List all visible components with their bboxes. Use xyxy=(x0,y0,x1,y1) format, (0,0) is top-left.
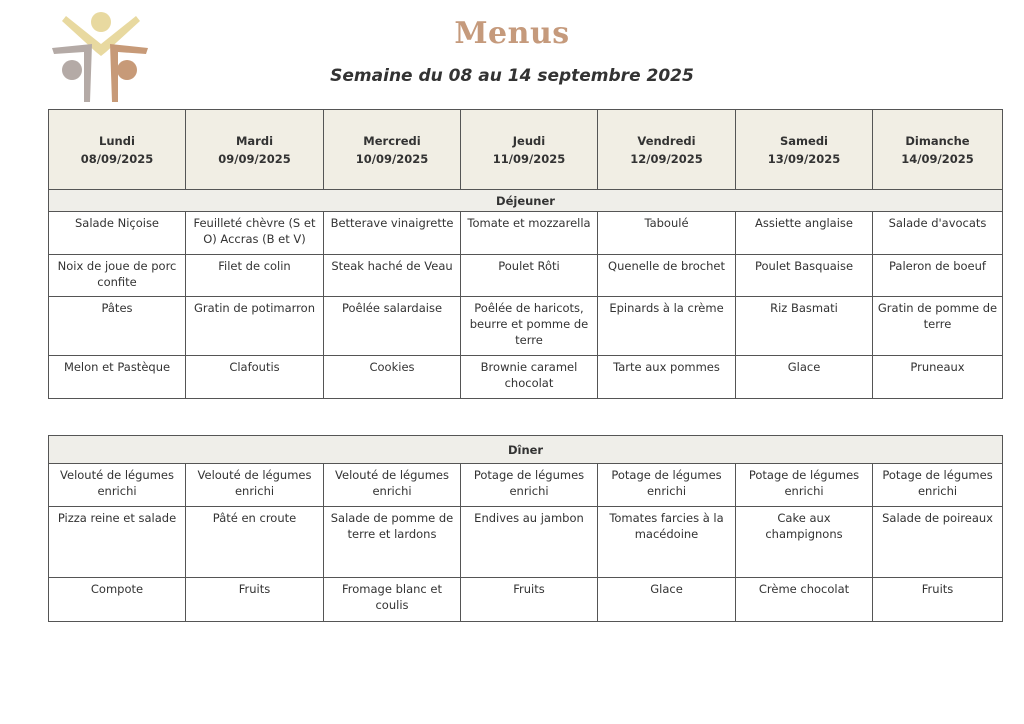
menu-cell: Fromage blanc et coulis xyxy=(324,578,461,622)
day-header: Mercredi 10/09/2025 xyxy=(324,110,461,190)
menu-cell: Velouté de légumes enrichi xyxy=(186,464,324,507)
menu-cell: Taboulé xyxy=(598,212,736,255)
menu-cell: Pruneaux xyxy=(873,356,1003,399)
menu-cell: Cookies xyxy=(324,356,461,399)
day-header: Jeudi 11/09/2025 xyxy=(461,110,598,190)
menu-cell: Salade de poireaux xyxy=(873,507,1003,578)
menu-cell: Epinards à la crème xyxy=(598,297,736,356)
day-header: Samedi 13/09/2025 xyxy=(736,110,873,190)
day-header: Vendredi 12/09/2025 xyxy=(598,110,736,190)
menu-cell: Fruits xyxy=(873,578,1003,622)
menu-cell: Pâté en croute xyxy=(186,507,324,578)
day-header: Lundi 08/09/2025 xyxy=(49,110,186,190)
days-header-row xyxy=(49,110,1003,190)
menu-cell: Crème chocolat xyxy=(736,578,873,622)
menu-cell: Feuilleté chèvre (S et O) Accras (B et V) xyxy=(186,212,324,255)
table-row xyxy=(49,212,1003,255)
menu-cell: Paleron de boeuf xyxy=(873,255,1003,297)
section-row-dejeuner xyxy=(49,190,1003,212)
menu-cell: Gratin de potimarron xyxy=(186,297,324,356)
menu-cell: Velouté de légumes enrichi xyxy=(49,464,186,507)
table-row xyxy=(49,578,1003,622)
table-row xyxy=(49,356,1003,399)
table-row xyxy=(49,507,1003,578)
table-row xyxy=(49,297,1003,356)
table-row xyxy=(49,255,1003,297)
menu-cell: Potage de légumes enrichi xyxy=(598,464,736,507)
day-header: Mardi 09/09/2025 xyxy=(186,110,324,190)
menu-cell: Assiette anglaise xyxy=(736,212,873,255)
menu-cell: Poulet Basquaise xyxy=(736,255,873,297)
menu-cell: Pâtes xyxy=(49,297,186,356)
menu-cell: Glace xyxy=(736,356,873,399)
menu-cell: Potage de légumes enrichi xyxy=(461,464,598,507)
menu-cell: Betterave vinaigrette xyxy=(324,212,461,255)
diner-table xyxy=(48,435,1003,622)
menu-cell: Tarte aux pommes xyxy=(598,356,736,399)
table-row xyxy=(49,464,1003,507)
menu-cell: Cake aux champignons xyxy=(736,507,873,578)
menu-cell: Filet de colin xyxy=(186,255,324,297)
menu-cell: Quenelle de brochet xyxy=(598,255,736,297)
menu-cell: Tomates farcies à la macédoine xyxy=(598,507,736,578)
menu-cell: Salade Niçoise xyxy=(49,212,186,255)
section-label-diner: Dîner xyxy=(49,436,1003,464)
day-header: Dimanche 14/09/2025 xyxy=(873,110,1003,190)
menu-cell: Glace xyxy=(598,578,736,622)
section-label-dejeuner: Déjeuner xyxy=(49,190,1003,212)
menu-cell: Endives au jambon xyxy=(461,507,598,578)
section-row-diner xyxy=(49,436,1003,464)
menu-cell: Poêlée de haricots, beurre et pomme de terre xyxy=(461,297,598,356)
week-subtitle: Semaine du 08 au 14 septembre 2025 xyxy=(330,66,694,86)
menu-cell: Riz Basmati xyxy=(736,297,873,356)
menu-cell: Poulet Rôti xyxy=(461,255,598,297)
dejeuner-table xyxy=(48,109,1003,399)
menu-cell: Fruits xyxy=(186,578,324,622)
menu-cell: Salade d'avocats xyxy=(873,212,1003,255)
page-title: Menus xyxy=(454,16,570,51)
menu-cell: Potage de légumes enrichi xyxy=(736,464,873,507)
menu-cell: Potage de légumes enrichi xyxy=(873,464,1003,507)
menu-cell: Fruits xyxy=(461,578,598,622)
menu-cell: Pizza reine et salade xyxy=(49,507,186,578)
menu-cell: Compote xyxy=(49,578,186,622)
menu-cell: Clafoutis xyxy=(186,356,324,399)
menu-cell: Poêlée salardaise xyxy=(324,297,461,356)
menu-cell: Velouté de légumes enrichi xyxy=(324,464,461,507)
menu-cell: Steak haché de Veau xyxy=(324,255,461,297)
menu-cell: Tomate et mozzarella xyxy=(461,212,598,255)
menu-cell: Salade de pomme de terre et lardons xyxy=(324,507,461,578)
menu-cell: Gratin de pomme de terre xyxy=(873,297,1003,356)
menu-cell: Melon et Pastèque xyxy=(49,356,186,399)
menu-cell: Noix de joue de porc confite xyxy=(49,255,186,297)
menu-cell: Brownie caramel chocolat xyxy=(461,356,598,399)
